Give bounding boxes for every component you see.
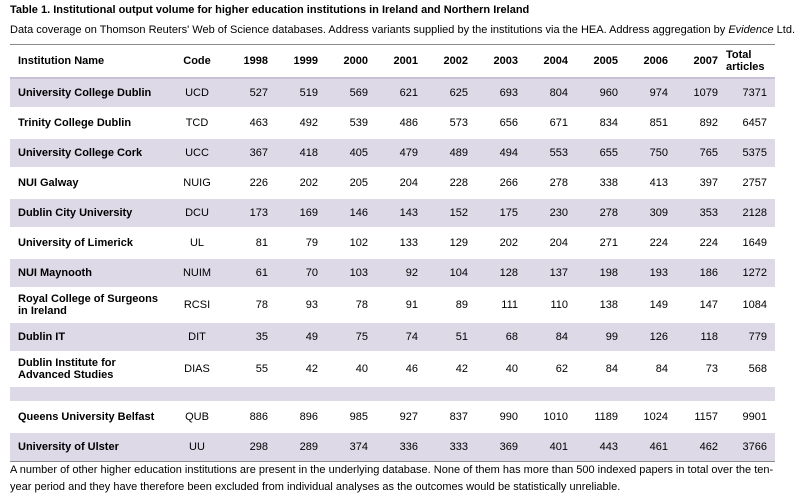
year-value: 289 (276, 432, 326, 462)
institution-code: DIAS (168, 352, 226, 386)
institution-name: NUI Galway (10, 168, 168, 198)
total-value: 5375 (726, 138, 775, 168)
institution-name: Dublin City University (10, 198, 168, 228)
year-value: 198 (576, 258, 626, 288)
institution-code: NUIM (168, 258, 226, 288)
year-value: 202 (476, 228, 526, 258)
table-row (10, 228, 775, 258)
table-row (10, 258, 775, 288)
table-title: Table 1. Institutional output volume for higher education institutions in Ireland and Northern Ireland (10, 4, 530, 16)
year-value: 173 (226, 198, 276, 228)
year-value: 278 (526, 168, 576, 198)
year-value: 51 (426, 322, 476, 352)
year-value: 886 (226, 402, 276, 432)
subtitle-text: Data coverage on Thomson Reuters' Web of Science databases. Address variants supplied by the institutions via the HEA. Address aggregation by (10, 24, 729, 36)
table-row (10, 198, 775, 228)
institution-code: NUIG (168, 168, 226, 198)
year-value: 55 (226, 352, 276, 386)
institution-code: RCSI (168, 288, 226, 322)
year-value: 765 (676, 138, 726, 168)
institution-name (10, 352, 168, 386)
year-value: 138 (576, 288, 626, 322)
year-value: 128 (476, 258, 526, 288)
institution-name: Queens University Belfast (10, 402, 168, 432)
institution-code: UCC (168, 138, 226, 168)
year-value: 656 (476, 108, 526, 138)
header-year: 2007 (676, 45, 726, 79)
institution-name: Trinity College Dublin (10, 108, 168, 138)
year-value: 73 (676, 352, 726, 386)
header-year: 2000 (326, 45, 376, 79)
year-value: 553 (526, 138, 576, 168)
year-value: 990 (476, 402, 526, 432)
total-value: 1084 (726, 288, 775, 322)
year-value: 298 (226, 432, 276, 462)
year-value: 224 (626, 228, 676, 258)
year-value: 625 (426, 78, 476, 108)
year-value: 333 (426, 432, 476, 462)
header-year: 2003 (476, 45, 526, 79)
year-value: 103 (326, 258, 376, 288)
year-value: 1079 (676, 78, 726, 108)
institution-name: NUI Maynooth (10, 258, 168, 288)
year-value: 492 (276, 108, 326, 138)
year-value: 118 (676, 322, 726, 352)
year-value: 405 (326, 138, 376, 168)
institution-code: DIT (168, 322, 226, 352)
institution-name-line2: in Ireland (18, 305, 67, 317)
year-value: 486 (376, 108, 426, 138)
institution-name (10, 288, 168, 322)
year-value: 49 (276, 322, 326, 352)
year-value: 93 (276, 288, 326, 322)
year-value: 655 (576, 138, 626, 168)
year-value: 74 (376, 322, 426, 352)
institution-code: UCD (168, 78, 226, 108)
table-row (10, 168, 775, 198)
year-value: 338 (576, 168, 626, 198)
year-value: 84 (626, 352, 676, 386)
institution-name-line2: Advanced Studies (18, 369, 114, 381)
year-value: 750 (626, 138, 676, 168)
year-value: 271 (576, 228, 626, 258)
header-year: 2001 (376, 45, 426, 79)
year-value: 527 (226, 78, 276, 108)
year-value: 401 (526, 432, 576, 462)
year-value: 205 (326, 168, 376, 198)
year-value: 129 (426, 228, 476, 258)
institution-name: University of Ulster (10, 432, 168, 462)
table-separator-row (10, 386, 775, 402)
year-value: 146 (326, 198, 376, 228)
year-value: 494 (476, 138, 526, 168)
year-value: 1157 (676, 402, 726, 432)
header-total-line2: articles (726, 61, 765, 73)
table-row (10, 108, 775, 138)
year-value: 133 (376, 228, 426, 258)
year-value: 169 (276, 198, 326, 228)
year-value: 70 (276, 258, 326, 288)
institution-code: TCD (168, 108, 226, 138)
table-row (10, 288, 775, 322)
year-value: 137 (526, 258, 576, 288)
year-value: 960 (576, 78, 626, 108)
year-value: 111 (476, 288, 526, 322)
year-value: 369 (476, 432, 526, 462)
institution-code: UU (168, 432, 226, 462)
separator-cell (10, 386, 775, 402)
year-value: 1189 (576, 402, 626, 432)
header-year: 2005 (576, 45, 626, 79)
year-value: 462 (676, 432, 726, 462)
subtitle-suffix: Ltd. (773, 24, 796, 36)
header-total-articles (726, 45, 775, 79)
year-value: 413 (626, 168, 676, 198)
year-value: 152 (426, 198, 476, 228)
year-value: 374 (326, 432, 376, 462)
year-value: 75 (326, 322, 376, 352)
year-value: 102 (326, 228, 376, 258)
subtitle-emphasis: Evidence (728, 24, 774, 36)
total-value: 2757 (726, 168, 775, 198)
institution-code: UL (168, 228, 226, 258)
year-value: 42 (426, 352, 476, 386)
year-value: 693 (476, 78, 526, 108)
total-value: 7371 (726, 78, 775, 108)
year-value: 84 (526, 322, 576, 352)
total-value: 2128 (726, 198, 775, 228)
year-value: 927 (376, 402, 426, 432)
year-value: 230 (526, 198, 576, 228)
total-value: 3766 (726, 432, 775, 462)
year-value: 228 (426, 168, 476, 198)
year-value: 193 (626, 258, 676, 288)
header-year: 2006 (626, 45, 676, 79)
year-value: 61 (226, 258, 276, 288)
year-value: 896 (276, 402, 326, 432)
header-total-line1: Total (726, 49, 752, 61)
year-value: 266 (476, 168, 526, 198)
year-value: 671 (526, 108, 576, 138)
year-value: 35 (226, 322, 276, 352)
institution-code: QUB (168, 402, 226, 432)
year-value: 186 (676, 258, 726, 288)
year-value: 226 (226, 168, 276, 198)
header-year: 1999 (276, 45, 326, 79)
year-value: 1010 (526, 402, 576, 432)
year-value: 99 (576, 322, 626, 352)
year-value: 110 (526, 288, 576, 322)
institution-name-line1: Dublin Institute for (18, 357, 116, 369)
year-value: 837 (426, 402, 476, 432)
year-value: 621 (376, 78, 426, 108)
year-value: 202 (276, 168, 326, 198)
year-value: 126 (626, 322, 676, 352)
year-value: 418 (276, 138, 326, 168)
year-value: 143 (376, 198, 426, 228)
year-value: 985 (326, 402, 376, 432)
table-row (10, 322, 775, 352)
year-value: 78 (326, 288, 376, 322)
header-year: 2002 (426, 45, 476, 79)
table-subtitle (10, 24, 795, 36)
year-value: 573 (426, 108, 476, 138)
total-value: 779 (726, 322, 775, 352)
year-value: 104 (426, 258, 476, 288)
year-value: 147 (676, 288, 726, 322)
institution-code: DCU (168, 198, 226, 228)
year-value: 443 (576, 432, 626, 462)
year-value: 463 (226, 108, 276, 138)
table-row (10, 352, 775, 386)
year-value: 40 (326, 352, 376, 386)
year-value: 309 (626, 198, 676, 228)
year-value: 834 (576, 108, 626, 138)
header-code: Code (168, 45, 226, 79)
table-row (10, 432, 775, 462)
institution-name: University College Dublin (10, 78, 168, 108)
year-value: 851 (626, 108, 676, 138)
year-value: 40 (476, 352, 526, 386)
year-value: 224 (676, 228, 726, 258)
year-value: 81 (226, 228, 276, 258)
header-institution-name: Institution Name (10, 45, 168, 79)
year-value: 539 (326, 108, 376, 138)
year-value: 489 (426, 138, 476, 168)
year-value: 804 (526, 78, 576, 108)
header-year: 1998 (226, 45, 276, 79)
year-value: 149 (626, 288, 676, 322)
year-value: 46 (376, 352, 426, 386)
year-value: 68 (476, 322, 526, 352)
year-value: 1024 (626, 402, 676, 432)
year-value: 89 (426, 288, 476, 322)
total-value: 1272 (726, 258, 775, 288)
institution-name-line1: Royal College of Surgeons (18, 293, 158, 305)
table-row (10, 138, 775, 168)
table-row (10, 78, 775, 108)
year-value: 397 (676, 168, 726, 198)
year-value: 974 (626, 78, 676, 108)
year-value: 204 (526, 228, 576, 258)
table-row (10, 402, 775, 432)
institution-name: Dublin IT (10, 322, 168, 352)
year-value: 278 (576, 198, 626, 228)
year-value: 892 (676, 108, 726, 138)
year-value: 519 (276, 78, 326, 108)
output-volume-table (10, 44, 775, 462)
year-value: 336 (376, 432, 426, 462)
year-value: 353 (676, 198, 726, 228)
year-value: 84 (576, 352, 626, 386)
year-value: 479 (376, 138, 426, 168)
year-value: 175 (476, 198, 526, 228)
year-value: 569 (326, 78, 376, 108)
institution-name: University College Cork (10, 138, 168, 168)
total-value: 1649 (726, 228, 775, 258)
year-value: 92 (376, 258, 426, 288)
table-footnote: A number of other higher education institutions are present in the underlying database. None of them has more than 500 indexed papers in total over the ten-year period and they have therefore been excluded from individual analyses as the outcomes would be statistically unreliable. (10, 464, 774, 493)
year-value: 204 (376, 168, 426, 198)
year-value: 91 (376, 288, 426, 322)
total-value: 568 (726, 352, 775, 386)
year-value: 62 (526, 352, 576, 386)
total-value: 6457 (726, 108, 775, 138)
year-value: 461 (626, 432, 676, 462)
year-value: 78 (226, 288, 276, 322)
total-value: 9901 (726, 402, 775, 432)
year-value: 79 (276, 228, 326, 258)
year-value: 42 (276, 352, 326, 386)
institution-name: University of Limerick (10, 228, 168, 258)
header-year: 2004 (526, 45, 576, 79)
year-value: 367 (226, 138, 276, 168)
table-header-row (10, 45, 775, 79)
